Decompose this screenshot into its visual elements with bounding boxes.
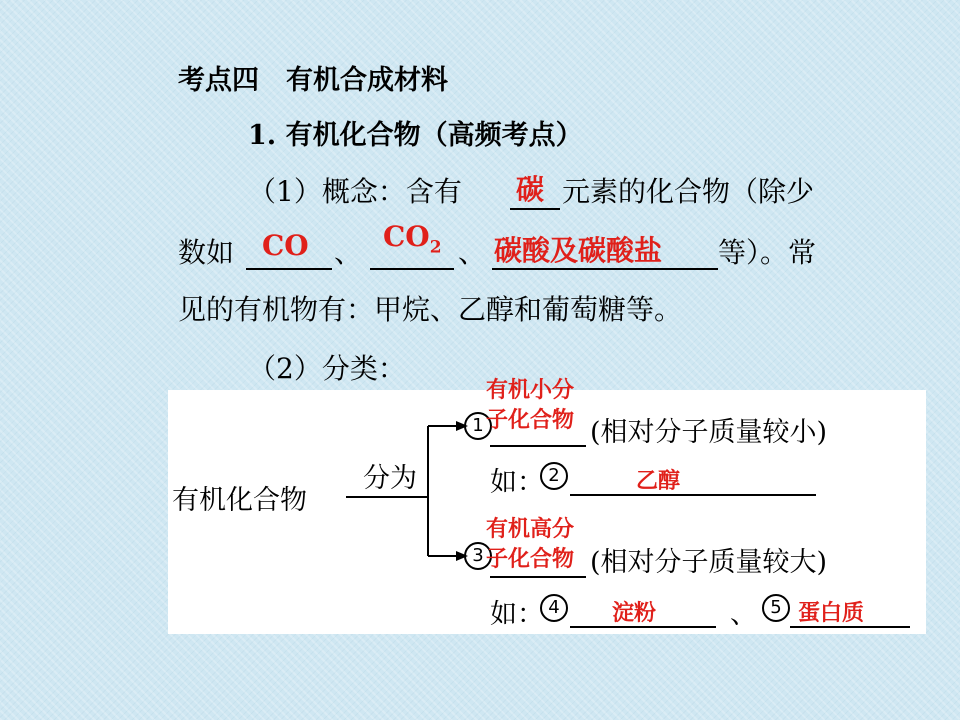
circled-number-4: 4 [540, 594, 568, 622]
answer-small-molecule [486, 376, 574, 436]
diagram-root: 有机化合物 [172, 485, 307, 516]
circled-number-1: 1 [464, 412, 492, 440]
answer-protein: 蛋白质 [798, 601, 865, 626]
answer-large-molecule [486, 515, 574, 575]
large-example-separator: 、 [730, 599, 757, 630]
blank-2 [570, 494, 816, 496]
circled-number-2: 2 [540, 462, 568, 490]
separator-2: 、 [458, 236, 487, 269]
answer-large-line2: 子化合物 [486, 547, 575, 572]
answer-blank-2 [370, 268, 454, 270]
circled-number-3: 3 [464, 542, 492, 570]
large-example-prefix: 如： [490, 599, 544, 630]
answer-large-line1: 有机高分 [486, 517, 575, 542]
answer-ethanol: 乙醇 [636, 469, 681, 494]
concept-line2-prefix: 数如 [178, 236, 235, 269]
concept-after-element: 元素的化合物（除少 [562, 175, 815, 208]
answer-co2-subscript: 2 [429, 237, 442, 258]
answer-element: 碳 [516, 173, 545, 206]
answer-co: CO [262, 229, 309, 262]
answer-carbonic-acid: 碳酸及碳酸盐 [494, 234, 663, 267]
large-molecule-note: (相对分子质量较大) [590, 547, 828, 578]
answer-small-line2: 子化合物 [486, 408, 575, 433]
answer-small-line1: 有机小分 [486, 378, 575, 403]
small-example-prefix: 如： [490, 467, 544, 498]
diagram-branch-label: 分为 [363, 463, 417, 494]
circled-number-5: 5 [762, 594, 790, 622]
classification-label: （2）分类： [248, 352, 406, 385]
blank-1 [490, 445, 586, 447]
blank-3 [490, 576, 586, 578]
answer-blank-element [510, 208, 560, 210]
subheading: 1. 有机化合物（高频考点） [248, 120, 583, 151]
answer-co2: $CO_2$ [383, 220, 442, 258]
concept-line2-suffix: 等）。常 [718, 236, 817, 269]
concept-line3: 见的有机物有：甲烷、乙醇和葡萄糖等。 [178, 293, 683, 326]
concept-prefix: （1）概念：含有 [248, 175, 462, 208]
separator-1: 、 [334, 236, 363, 269]
answer-blank-1 [246, 268, 332, 270]
section-heading: 考点四 有机合成材料 [178, 65, 448, 96]
answer-starch: 淀粉 [612, 601, 657, 626]
small-molecule-note: (相对分子质量较小) [590, 417, 828, 448]
